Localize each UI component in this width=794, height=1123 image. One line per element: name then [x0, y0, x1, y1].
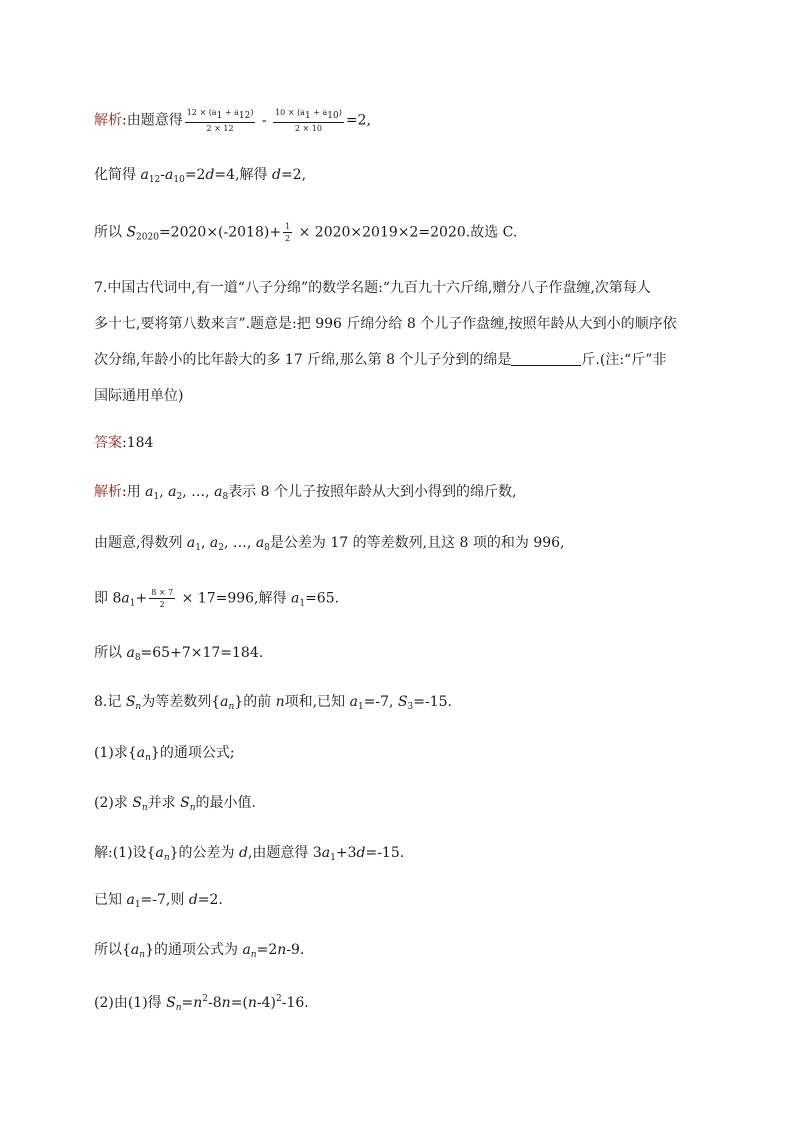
solution-7-line-1: 解析:用 $a_1$, $a_2$, …, $a_8$表示 8 个儿子按照年龄从大到小得到的绵斤数, [94, 484, 517, 502]
question-8-part-1: (1)求$\{a_n\}$的通项公式; [94, 745, 235, 763]
question-7-line-3: 次分绵,年龄小的比年龄大的多 17 斤绵,那么第 8 个儿子分到的绵是 斤.(注:“斤”非 [94, 352, 667, 368]
question-8: 8.记 $S_n$为等差数列$\{a_n\}$的前 n项和,已知 $a_1=-7$, $S_3=-15$. [94, 694, 453, 712]
solution-8-line-4: (2)由(1)得 $S_n=n^2-8n=(n-4)^2-16$. [94, 994, 309, 1013]
question-7-line-2: 多十七,要将第八数来言”.题意是:把 996 斤绵分给 8 个儿子作盘缠,按照年龄从大到小的顺序依 [94, 316, 677, 332]
solution-line-2: 化简得 $a_{12}-a_{10}=2d=4$,解得 d=2, [94, 167, 307, 185]
answer-label: 答案 [94, 435, 122, 451]
fraction-8x7: $\frac{8 \times 7}{2}$ [151, 588, 174, 609]
solution-8-line-3: 所以$\{a_n\}$的通项公式为 $a_n=2n-9$. [94, 942, 305, 960]
analysis-label: 解析 [94, 112, 122, 129]
solution-8-line-1: 解:(1)设$\{a_n\}$的公差为 d,由题意得 $3a_1+3d=-15$. [94, 845, 405, 863]
solution-8-line-2: 已知 $a_1=-7$,则 d=2. [94, 892, 223, 910]
answer-blank [511, 351, 581, 366]
analysis-label: 解析 [94, 484, 122, 500]
fraction-10: $\frac{10 \times (a1 + a10)}{2 \times 10}$ [275, 108, 342, 133]
question-7-line-4: 国际通用单位) [94, 388, 184, 404]
solution-line-1: 解析:由题意得 $\frac{12 \times (a1 + a12)}{2 \times 12}$ - $\frac{10 \times (a1 + a10)}{2 \times 10}$ =2, [94, 108, 371, 133]
solution-7-line-4: 所以 $a_8=65+7\times 17=184$. [94, 645, 264, 663]
solution-7-line-2: 由题意,得数列 $a_1$, $a_2$, …, $a_8$是公差为 17 的等差数列,且这 8 项的和为 996, [94, 535, 565, 553]
solution-line-3: 所以 $S_{2020}=2020\times(-2018)+$ $\frac{1}{2}$ × 2020×2019×2=2020.故选 C. [94, 222, 518, 243]
question-8-part-2: (2)求 $S_n$并求 $S_n$的最小值. [94, 795, 256, 813]
solution-7-line-3: 即 $8a_1+$ $\frac{8 \times 7}{2}$ × 17=996,解得 $a_1=65$. [94, 588, 340, 609]
answer-value: :184 [122, 435, 154, 451]
question-7-line-1: 7.中国古代词中,有一道“八子分绵”的数学名题:“九百九十六斤绵,赠分八子作盘缠,次第每人 [94, 280, 651, 296]
fraction-half: $\frac{1}{2}$ [285, 222, 291, 243]
answer-line [94, 433, 153, 453]
fraction-12: $\frac{12 \times (a1 + a12)}{2 \times 12}$ [186, 108, 254, 133]
